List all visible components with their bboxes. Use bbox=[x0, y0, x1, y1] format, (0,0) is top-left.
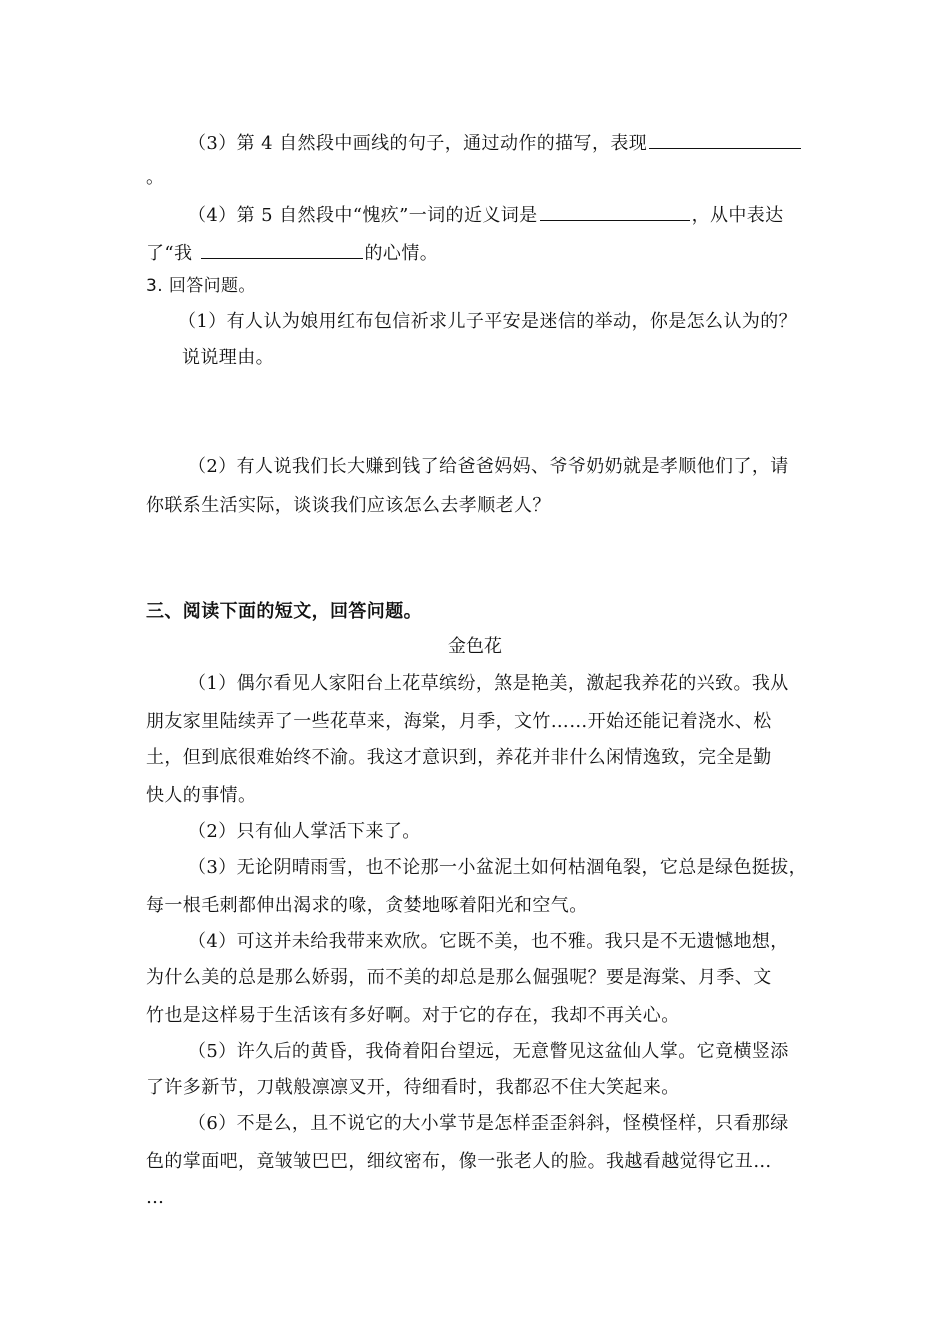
article-line: … bbox=[146, 1187, 165, 1208]
question-3-1-line1: （1）有人认为娘用红布包信祈求儿子平安是迷信的举动，你是怎么认为的？ bbox=[178, 311, 798, 332]
article-line: 色的掌面吧，竟皱皱巴巴，细纹密布，像一张老人的脸。我越看越觉得它丑… bbox=[146, 1151, 772, 1172]
question-2-4-line1 bbox=[188, 200, 784, 228]
answer-blank[interactable] bbox=[649, 128, 801, 149]
article-line: （6）不是么，且不说它的大小掌节是怎样歪歪斜斜，怪模怪样，只看那绿 bbox=[188, 1113, 789, 1134]
section-3-heading: 三、阅读下面的短文，回答问题。 bbox=[146, 601, 422, 622]
article-line: 每一根毛刺都伸出渴求的喙，贪婪地啄着阳光和空气。 bbox=[146, 895, 588, 916]
answer-blank[interactable] bbox=[540, 200, 690, 221]
article-line: 为什么美的总是那么娇弱，而不美的却总是那么倔强呢？要是海棠、月季、文 bbox=[146, 967, 772, 988]
article-line: （5）许久后的黄昏，我倚着阳台望远，无意瞥见这盆仙人掌。它竟横竖添 bbox=[188, 1041, 789, 1062]
question-2-3-end: 。 bbox=[146, 167, 165, 188]
article-line: （2）只有仙人掌活下来了。 bbox=[188, 821, 421, 842]
question-3-heading: 3. 回答问题。 bbox=[146, 276, 256, 296]
article-line: 土，但到底很难始终不渝。我这才意识到，养花并非什么闲情逸致，完全是勤 bbox=[146, 747, 772, 768]
question-2-3-text: （3）第 4 自然段中画线的句子，通过动作的描写，表现 bbox=[188, 133, 648, 154]
question-2-3 bbox=[188, 128, 803, 156]
article-line: 了许多新节，刀戟般凛凛叉开，待细看时，我都忍不住大笑起来。 bbox=[146, 1077, 680, 1098]
article-line: （1）偶尔看见人家阳台上花草缤纷，煞是艳美，激起我养花的兴致。我从 bbox=[188, 673, 789, 694]
article-line: （4）可这并未给我带来欢欣。它既不美，也不雅。我只是不无遗憾地想， bbox=[188, 931, 789, 952]
question-2-4-text: （4）第 5 自然段中“愧疚”一词的近义词是 bbox=[188, 205, 538, 226]
question-2-4-line2-before: 了“我 bbox=[146, 243, 199, 264]
question-3-2-line2: 你联系生活实际，谈谈我们应该怎么去孝顺老人？ bbox=[146, 495, 551, 516]
article-line: 快人的事情。 bbox=[146, 785, 257, 806]
question-3-2-line1: （2）有人说我们长大赚到钱了给爸爸妈妈、爷爷奶奶就是孝顺他们了，请 bbox=[188, 456, 789, 477]
question-3-1-line2: 说说理由。 bbox=[182, 347, 274, 368]
answer-blank[interactable] bbox=[201, 238, 363, 259]
article-line: 朋友家里陆续弄了一些花草来，海棠，月季，文竹……开始还能记着浇水、松 bbox=[146, 711, 772, 732]
question-2-4-line2 bbox=[146, 238, 438, 266]
question-2-4-line2-after: 的心情。 bbox=[364, 243, 439, 264]
question-2-4-text-after: ，从中表达 bbox=[691, 205, 784, 226]
article-line: （3）无论阴晴雨雪，也不论那一小盆泥土如何枯涸龟裂，它总是绿色挺拔， bbox=[188, 857, 808, 878]
article-line: 竹也是这样易于生活该有多好啊。对于它的存在，我却不再关心。 bbox=[146, 1005, 680, 1026]
article-title: 金色花 bbox=[448, 636, 502, 657]
